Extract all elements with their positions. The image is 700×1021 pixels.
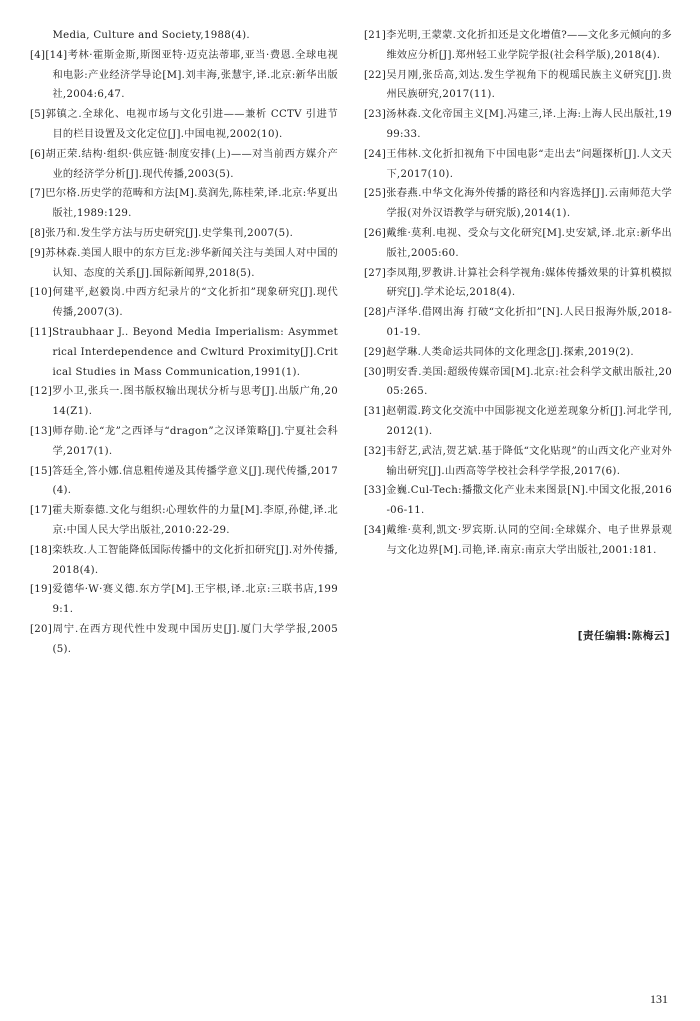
reference-entry: [29]赵学琳.人类命运共同体的文化理念[J].探索,2019(2). (364, 346, 634, 358)
reference-entry: [25]张春燕.中华文化海外传播的路径和内容选择[J].云南师范大学学报(对外汉语教学与研究版),2014(1). (364, 188, 672, 220)
reference-entry: [13]师存勋.论“龙”之西译与“dragon”之汉译策略[J].宁夏社会科学,2017(1). (30, 425, 338, 457)
reference-entry: [21]李光明,王蒙蒙.文化折扣还是文化增值?——文化多元倾向的多维效应分析[J].郑州轻工业学院学报(社会科学版),2018(4). (364, 30, 672, 61)
reference-entry: [18]栾轶玫.人工智能降低国际传播中的文化折扣研究[J].对外传播,2018(4). (30, 544, 338, 576)
reference-entry: [5]郭镇之.全球化、电视市场与文化引进——兼析 CCTV 引进节目的栏目设置及文化定位[J].中国电视,2002(10). (30, 109, 338, 140)
reference-entry: [34]戴维·莫利,凯文·罗宾斯.认同的空间:全球媒介、电子世界景观与文化边界[M].司艳,译.南京:南京大学出版社,2001:181. (364, 524, 672, 556)
reference-entry: [7]巴尔格.历史学的范畴和方法[M].莫润先,陈桂荣,译.北京:华夏出版社,1989:129. (30, 188, 338, 220)
reference-entry: [31]赵朝霞.跨文化交流中中国影视文化逆差现象分析[J].河北学刊,2012(1). (364, 406, 672, 437)
reference-entry: [20]周宁.在西方现代性中发现中国历史[J].厦门大学学报,2005(5). (30, 623, 338, 655)
reference-entry: [32]韦舒艺,武洁,贺艺斌.基于降低“文化贴现”的山西文化产业对外输出研究[J].山西高等学校社会科学学报,2017(6). (364, 445, 672, 477)
reference-entry: [17]霍夫斯泰德.文化与组织:心理软件的力量[M].李原,孙健,译.北京:中国人民大学出版社,2010:22-29. (30, 505, 338, 536)
reference-entry: [19]爱德华·W·赛义德.东方学[M].王宇根,译.北京:三联书店,1999:1. (30, 584, 338, 616)
reference-entry: [9]苏林森.美国人眼中的东方巨龙:涉华新闻关注与美国人对中国的认知、态度的关系[J].国际新闻界,2018(5). (30, 247, 338, 279)
reference-entry: [11]Straubhaar J.. Beyond Media Imperialism: Asymmetrical Interdependence and Cwlturd Proximity[J].Critical Studies in Mass Communication,1991(1). (30, 326, 338, 378)
reference-entry: [28]卢泽华.借网出海 打破“文化折扣”[N].人民日报海外版,2018-01-19. (364, 307, 672, 338)
reference-entry: [30]明安香.美国:超级传媒帝国[M].北京:社会科学文献出版社,2005:265. (364, 366, 672, 398)
reference-entry: [8]张乃和.发生学方法与历史研究[J].史学集刊,2007(5). (30, 227, 294, 239)
reference-entry: [23]汤林森.文化帝国主义[M].冯建三,译.上海:上海人民出版社,1999:33. (364, 109, 672, 140)
reference-entry: [10]何建平,赵毅岗.中西方纪录片的“文化折扣”现象研究[J].现代传播,2007(3). (30, 287, 338, 319)
reference-entry: [4][14]考林·霍斯金斯,斯图亚特·迈克法蒂耶,亚当·费恩.全球电视和电影:产业经济学导论[M].刘丰海,张慧宇,译.北京:新华出版社,2004:6,47. (30, 49, 338, 101)
editor-credit: [责任编辑:陈梅云] (577, 630, 670, 642)
reference-entry: [15]答廷全,答小娜.信息粗传递及其传播学意义[J].现代传播,2017(4). (30, 465, 338, 497)
reference-entry: [24]王伟林.文化折扣视角下中国电影“走出去”问题探析[J].人文天下,2017(10). (364, 148, 672, 180)
reference-entry: [6]胡正荣.结构·组织·供应链·制度安排(上)——对当前西方媒介产业的经济学分析[J].现代传播,2003(5). (30, 148, 338, 180)
reference-entry: [12]罗小卫,张兵一.图书版权输出现状分析与思考[J].出版广角,2014(Z1). (30, 386, 338, 418)
left-reference-column (30, 26, 338, 660)
right-reference-column (364, 26, 672, 561)
reference-entry: [26]戴维·莫利.电视、受众与文化研究[M].史安斌,译.北京:新华出版社,2005:60. (364, 227, 672, 259)
page-number: 131 (650, 992, 668, 1006)
reference-entry: [27]李凤翔,罗教讲.计算社会科学视角:媒体传播效果的计算机模拟研究[J].学术论坛,2018(4). (364, 267, 672, 299)
reference-entry: Media, Culture and Society,1988(4). (52, 30, 250, 41)
reference-entry: [33]金巍.Cul-Tech:播撒文化产业未来图景[N].中国文化报,2016-06-11. (364, 485, 672, 517)
reference-entry: [22]吴月刚,张岳高,刘达.发生学视角下的枧瑶民族主义研究[J].贵州民族研究,2017(11). (364, 69, 672, 101)
